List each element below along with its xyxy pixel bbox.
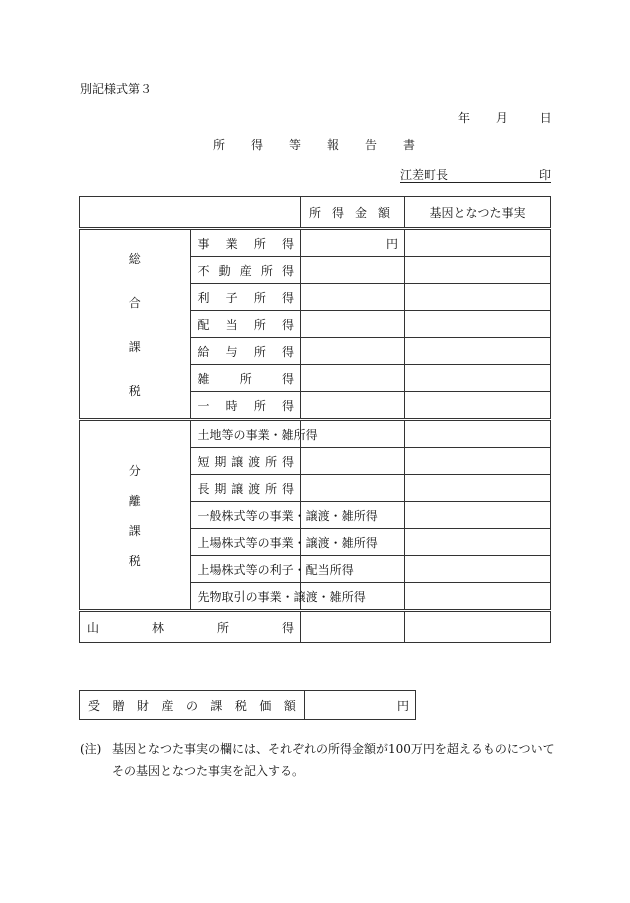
table-row [80, 611, 551, 643]
item-label-cell [190, 529, 378, 556]
item-label-cell [190, 365, 301, 392]
income-table [79, 196, 551, 643]
form-number: 別記様式第３ [80, 82, 153, 96]
item-label: 事 業 所 得 [197, 236, 294, 251]
gift-label: 受 贈 財 産 の 課 税 価 額 [88, 698, 296, 713]
reason-cell[interactable] [405, 502, 551, 529]
document-title: 所得等報告書 [213, 138, 442, 152]
header-blank-cell [80, 197, 301, 229]
item-label-cell [190, 556, 354, 583]
amount-cell[interactable]: 円 [301, 229, 405, 257]
group-label: 総 合 課 税 [128, 251, 141, 398]
amount-cell[interactable] [301, 611, 405, 643]
date-year-label: 年 [458, 111, 471, 125]
item-label-cell [190, 502, 378, 529]
item-label: 利 子 所 得 [197, 290, 294, 305]
item-label: 短 期 譲 渡 所 得 [197, 454, 294, 469]
reason-cell[interactable] [405, 475, 551, 502]
item-label: 先 物 取 引 の 事 業 ・ 譲 渡 ・ 雑 所 得 [197, 589, 366, 604]
footnote [80, 738, 560, 782]
amount-cell[interactable] [301, 338, 405, 365]
item-label-cell [190, 257, 301, 284]
gift-row [80, 691, 416, 720]
amount-cell[interactable] [301, 448, 405, 475]
amount-cell[interactable] [301, 475, 405, 502]
item-label: 長 期 譲 渡 所 得 [197, 481, 294, 496]
item-label-cell [190, 229, 301, 257]
item-label: 一 時 所 得 [197, 398, 294, 413]
reason-cell[interactable] [405, 583, 551, 611]
item-label: 上 場 株 式 等 の 利 子 ・ 配 当 所 得 [197, 562, 354, 577]
item-label: 給 与 所 得 [197, 344, 294, 359]
item-label: 土 地 等 の 事 業 ・ 雑 所 得 [197, 427, 318, 442]
gift-table [79, 690, 416, 720]
table-row [80, 420, 551, 448]
reason-cell[interactable] [405, 257, 551, 284]
item-label-cell [190, 448, 301, 475]
item-label: 雑 所 得 [197, 371, 294, 386]
footnote-text: 基因となつた事実の欄には、それぞれの所得金額が100万円を超えるものについてその基因となつた事実を記入する。 [112, 742, 555, 778]
group-label: 分 離 課 税 [128, 463, 141, 568]
header-amount-cell [301, 197, 405, 229]
item-label: 配 当 所 得 [197, 317, 294, 332]
mountain-label: 山 林 所 得 [87, 620, 294, 635]
item-label: 上 場 株 式 等 の 事 業 ・ 譲 渡 ・ 雑 所 得 [197, 535, 378, 550]
amount-cell[interactable] [301, 257, 405, 284]
date-month-label: 月 [495, 111, 508, 125]
amount-cell[interactable] [301, 311, 405, 338]
amount-cell[interactable] [301, 365, 405, 392]
seal-mark: 印 [538, 168, 551, 182]
header-amount-label: 所 得 金 額 [309, 205, 390, 220]
recipient-name: 江差町長 [400, 168, 449, 182]
reason-cell[interactable] [405, 229, 551, 257]
amount-cell[interactable] [301, 392, 405, 420]
amount-cell[interactable] [301, 284, 405, 311]
header-reason-cell: 基因となつた事実 [405, 197, 551, 229]
table-header-row [80, 197, 551, 229]
gift-label-cell [80, 691, 305, 720]
item-label-cell [190, 583, 366, 611]
reason-cell[interactable] [405, 338, 551, 365]
group-label-cell [80, 420, 191, 611]
table-row [80, 229, 551, 257]
item-label-cell [190, 392, 301, 420]
date-day-label: 日 [539, 111, 552, 125]
item-label-cell [190, 420, 318, 448]
reason-cell[interactable] [405, 556, 551, 583]
reason-cell[interactable] [405, 611, 551, 643]
item-label-cell [190, 284, 301, 311]
item-label-cell [190, 311, 301, 338]
reason-cell[interactable] [405, 448, 551, 475]
reason-cell[interactable] [405, 420, 551, 448]
mountain-label-cell [80, 611, 301, 643]
date-line [458, 109, 552, 126]
reason-cell[interactable] [405, 529, 551, 556]
item-label: 不 動 産 所 得 [197, 263, 294, 278]
gift-amount-cell[interactable]: 円 [305, 691, 416, 720]
item-label: 一 般 株 式 等 の 事 業 ・ 譲 渡 ・ 雑 所 得 [197, 508, 378, 523]
reason-cell[interactable] [405, 365, 551, 392]
item-label-cell [190, 338, 301, 365]
footnote-mark: (注) [80, 742, 102, 756]
recipient-line [400, 166, 551, 183]
reason-cell[interactable] [405, 284, 551, 311]
group-label-cell [80, 229, 191, 420]
reason-cell[interactable] [405, 392, 551, 420]
reason-cell[interactable] [405, 311, 551, 338]
item-label-cell [190, 475, 301, 502]
